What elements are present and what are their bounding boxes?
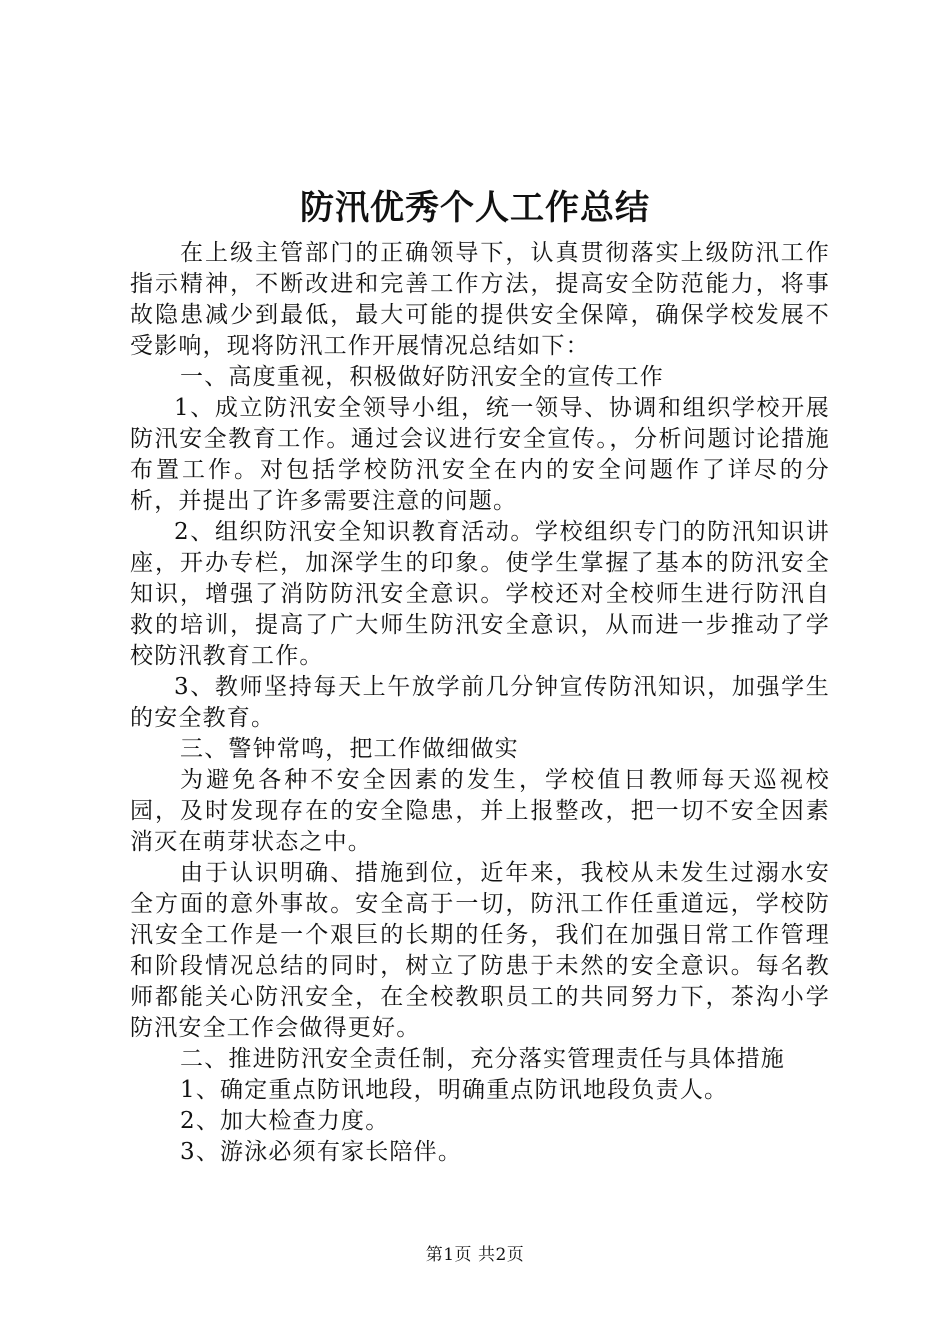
- paragraph-patrol: 为避免各种不安全因素的发生，学校值日教师每天巡视校园，及时发现存在的安全隐患，并上报整改，把一切不安全因素消灭在萌芽状态之中。: [130, 767, 830, 855]
- section-heading-2: 二、推进防汛安全责任制，充分落实管理责任与具体措施: [180, 1046, 785, 1072]
- paragraph-conclusion: 由于认识明确、措施到位，近年来，我校从未发生过溺水安全方面的意外事故。安全高于一切，防汛工作任重道远，学校防汛安全工作是一个艰巨的长期的任务，我们在加强日常工作管理和阶段情况总结的同时，树立了防患于未然的安全意识。每名教师都能关心防汛安全，在全校教职员工的共同努力下，茶沟小学防汛安全工作会做得更好。: [130, 860, 830, 1041]
- list-item-3: 3、游泳必须有家长陪伴。: [180, 1139, 463, 1165]
- list-item-1: 1、确定重点防讯地段，明确重点防讯地段负责人。: [180, 1077, 729, 1103]
- paragraph-item-3: 3、教师坚持每天上午放学前几分钟宣传防汛知识，加强学生的安全教育。: [130, 674, 830, 731]
- list-item-2: 2、加大检查力度。: [180, 1108, 390, 1134]
- page-footer: 第1页 共2页: [425, 1245, 525, 1265]
- document-title: 防汛优秀个人工作总结: [300, 188, 650, 228]
- paragraph-item-2: 2、组织防汛安全知识教育活动。学校组织专门的防汛知识讲座，开办专栏，加深学生的印象。使学生掌握了基本的防汛安全知识，增强了消防防汛安全意识。学校还对全校师生进行防汛自救的培训，提高了广大师生防汛安全意识，从而进一步推动了学校防汛教育工作。: [130, 519, 830, 669]
- paragraph-intro: 在上级主管部门的正确领导下，认真贯彻落实上级防汛工作指示精神，不断改进和完善工作方法，提高安全防范能力，将事故隐患减少到最低，最大可能的提供安全保障，确保学校发展不受影响，现将防汛工作开展情况总结如下：: [130, 240, 830, 359]
- paragraph-item-1: 1、成立防汛安全领导小组，统一领导、协调和组织学校开展防汛安全教育工作。通过会议进行安全宣传。，分析问题讨论措施布置工作。对包括学校防汛安全在内的安全问题作了详尽的分析，并提出了许多需要注意的问题。: [130, 395, 830, 514]
- document-body: [130, 238, 830, 1168]
- section-heading-1: 一、高度重视，积极做好防汛安全的宣传工作: [180, 364, 664, 390]
- section-heading-3: 三、警钟常鸣，把工作做细做实: [180, 736, 519, 762]
